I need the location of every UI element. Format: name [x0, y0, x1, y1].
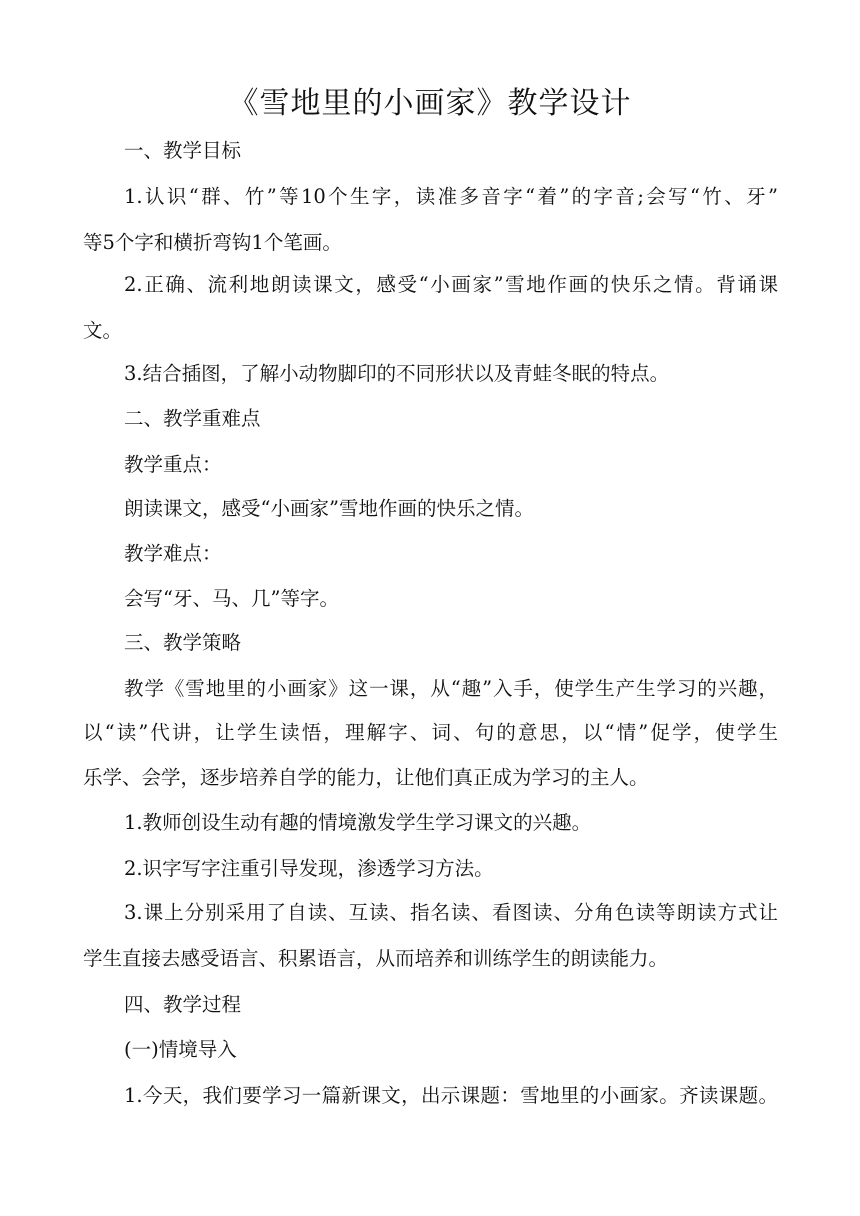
objective-1-line-1: 1.认识“群、竹”等10个生字，读准多音字“着”的字音;会写“竹、牙” — [124, 185, 778, 208]
section-heading-strategy: 三、教学策略 — [124, 631, 242, 654]
strategy-paragraph-line-2: 以“读”代讲，让学生读悟，理解字、词、句的意思，以“情”促学，使学生 — [83, 721, 778, 744]
difficulty-label: 教学难点： — [124, 542, 222, 565]
strategy-paragraph-line-3: 乐学、会学，逐步培养自学的能力，让他们真正成为学习的主人。 — [83, 766, 649, 789]
section-heading-objectives: 一、教学目标 — [124, 139, 242, 162]
objective-3: 3.结合插图，了解小动物脚印的不同形状以及青蛙冬眠的特点。 — [124, 362, 670, 385]
strategy-paragraph-line-1: 教学《雪地里的小画家》这一课，从“趣”入手，使学生产生学习的兴趣， — [124, 677, 778, 700]
subsection-heading-intro: (一)情境导入 — [124, 1038, 237, 1061]
key-point-text: 朗读课文，感受“小画家”雪地作画的快乐之情。 — [124, 497, 534, 520]
key-point-label: 教学重点： — [124, 453, 222, 476]
process-step-1: 1.今天，我们要学习一篇新课文，出示课题：雪地里的小画家。齐读课题。 — [124, 1084, 778, 1107]
section-heading-process: 四、教学过程 — [124, 993, 242, 1016]
strategy-3-line-2: 学生直接去感受语言、积累语言，从而培养和训练学生的朗读能力。 — [83, 947, 669, 970]
objective-2-line-2: 文。 — [83, 319, 123, 342]
difficulty-text: 会写“牙、马、几”等字。 — [124, 587, 339, 610]
strategy-3-line-1: 3.课上分别采用了自读、互读、指名读、看图读、分角色读等朗读方式让 — [124, 901, 778, 924]
section-heading-key-points: 二、教学重难点 — [124, 407, 261, 430]
objective-2-line-1: 2.正确、流利地朗读课文，感受“小画家”雪地作画的快乐之情。背诵课 — [124, 273, 778, 296]
objective-1-line-2: 等5个字和横折弯钩1个笔画。 — [83, 231, 342, 254]
document-title: 《雪地里的小画家》教学设计 — [228, 86, 632, 121]
strategy-1: 1.教师创设生动有趣的情境激发学生学习课文的兴趣。 — [124, 811, 592, 834]
strategy-2: 2.识字写字注重引导发现，渗透学习方法。 — [124, 857, 494, 880]
